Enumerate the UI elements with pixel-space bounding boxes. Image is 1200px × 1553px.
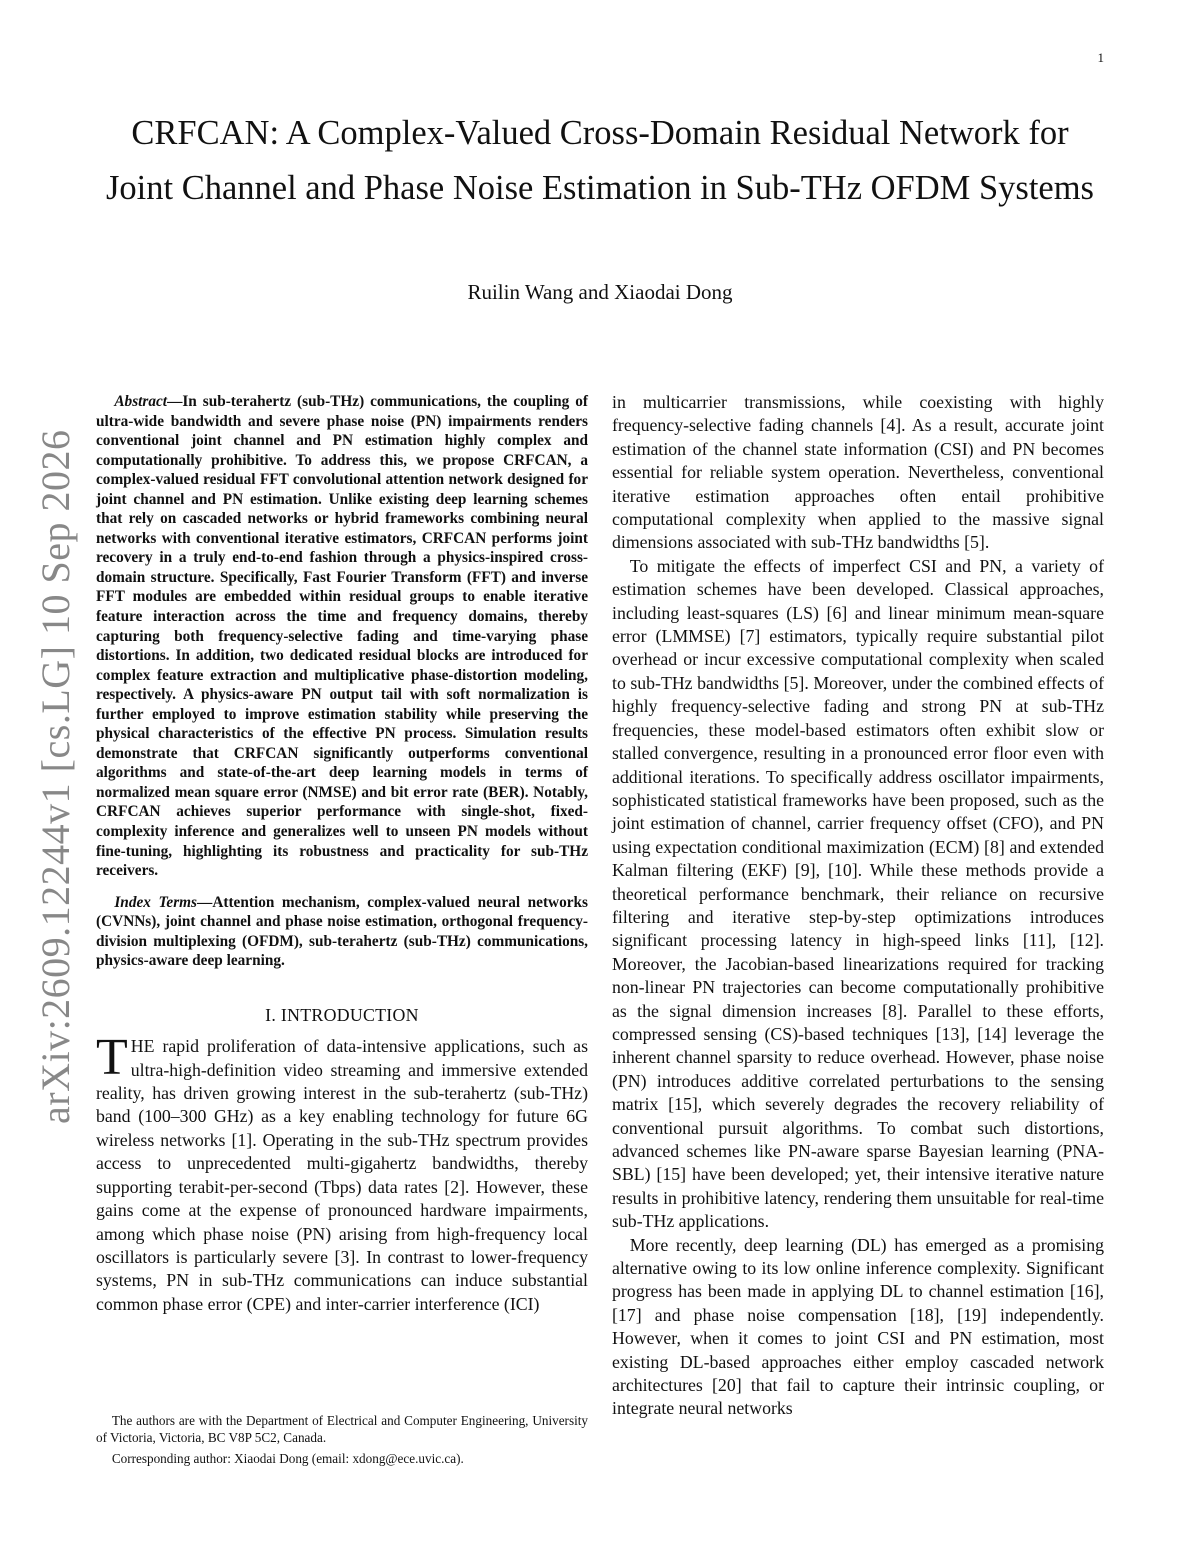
- drop-cap: T: [96, 1029, 128, 1087]
- section-heading-introduction: I. INTRODUCTION: [265, 1004, 419, 1025]
- right-column: [612, 391, 1104, 1421]
- right-paragraph-3: More recently, deep learning (DL) has emerged as a promising alternative owing to its low online inference complexity. Significant progress has been made in applying DL to channel estimation [16], [17] and phase noise compensation [18], [19] independently. However, when it comes to joint CSI and PN estimation, most existing DL-based approaches either employ cascaded network architectures [20] that fail to capture their intrinsic coupling, or integrate neural networks: [612, 1234, 1104, 1419]
- right-paragraph-1: in multicarrier transmissions, while coexisting with highly frequency-selective fading channels [4]. As a result, accurate joint estimation of the channel state information (CSI) and PN becomes essential for reliable system operation. Nevertheless, conventional iterative estimation approaches often entail prohibitive computational complexity when applied to the massive signal dimensions associated with sub-THz bandwidths [5].: [612, 392, 1104, 553]
- index-terms: [96, 893, 588, 971]
- footnotes: [96, 1412, 588, 1467]
- arxiv-stamp: arXiv:2609.12244v1 [cs.LG] 10 Sep 2026: [33, 429, 78, 1124]
- paper-title: CRFCAN: A Complex-Valued Cross-Domain Residual Network for Joint Channel and Phase Noise Estimation in Sub-THz OFDM Systems: [105, 114, 1094, 207]
- intro-text: HE rapid proliferation of data-intensive applications, such as ultra-high-definition video streaming and immersive extended reality, has driven growing interest in the sub-terahertz (sub-THz) band (100–300 GHz) as a key enabling technology for future 6G wireless networks [1]. Operating in the sub-THz spectrum provides access to unprecedented multi-gigahertz bandwidths, thereby supporting terabit-per-second (Tbps) data rates [2]. However, these gains come at the expense of pronounced hardware impairments, among which phase noise (PN) arising from high-frequency local oscillators is particularly severe [3]. In contrast to lower-frequency systems, PN in sub-THz communications can induce substantial common phase error (CPE) and inter-carrier interference (ICI): [96, 1036, 588, 1314]
- abstract-lead: Abstract: [114, 393, 168, 410]
- footnote-affiliation: The authors are with the Department of Electrical and Computer Engineering, University of Victoria, Victoria, BC V8P 5C2, Canada.: [96, 1413, 588, 1445]
- index-terms-body: —Attention mechanism, complex-valued neural networks (CVNNs), joint channel and phase noise estimation, orthogonal frequency-division multiplexing (OFDM), sub-terahertz (sub-THz) communications, physics-aware deep learning.: [96, 893, 589, 970]
- footnote-corresponding: Corresponding author: Xiaodai Dong (email: xdong@ece.uvic.ca).: [111, 1451, 464, 1466]
- right-paragraph-2: To mitigate the effects of imperfect CSI and PN, a variety of estimation schemes have been developed. Classical approaches, including least-squares (LS) [6] and linear minimum mean-square error (LMMSE) [7] estimators, typically require substantial pilot overhead or incur excessive computational complexity when scaled to sub-THz bandwidths [5]. Moreover, under the combined effects of highly frequency-selective fading and strong PN at sub-THz frequencies, these model-based estimators often exhibit slow or stalled convergence, resulting in a pronounced error floor even with additional iterations. To specifically address oscillator impairments, sophisticated statistical frameworks have been proposed, such as the joint estimation of channel, carrier frequency offset (CFO), and PN using expectation conditional maximization (ECM) [8] and extended Kalman filtering (EKF) [9], [10]. While these methods provide a theoretical performance benchmark, their reliance on recursive filtering and iterative step-by-step optimizations introduces significant processing latency in high-speed links [11], [12]. Moreover, the Jacobian-based linearizations required for tracking non-linear PN trajectories can become computationally prohibitive as the signal dimension increases [8]. Parallel to these efforts, compressed sensing (CS)-based techniques [13], [14] leverage the inherent channel sparsity to reduce overhead. However, phase noise (PN) introduces additive correlated perturbations to the sensing matrix [15], which severely degrades the recovery reliability of conventional pursuit algorithms. To combat such distortions, advanced schemes like PN-aware sparse Bayesian learning (PNA-SBL) [15] have been developed; yet, their intensive iterative nature results in prohibitive latency, rendering them unsuitable for real-time sub-THz applications.: [612, 555, 1104, 1232]
- abstract: [96, 392, 588, 881]
- intro-paragraph: [96, 1029, 588, 1316]
- left-column: [96, 392, 588, 1316]
- page-number: 1: [1097, 50, 1104, 65]
- abstract-body: —In sub-terahertz (sub-THz) communications, the coupling of ultra-wide bandwidth and severe phase noise (PN) impairments renders conventional joint channel and PN estimation highly complex and computationally prohibitive. To address this, we propose CRFCAN, a complex-valued residual FFT convolutional attention network designed for joint channel and PN estimation. Unlike existing deep learning schemes that rely on cascaded networks or hybrid frameworks combining neural networks with conventional iterative estimators, CRFCAN performs joint recovery in a truly end-to-end fashion through a physics-inspired cross-domain structure. Specifically, Fast Fourier Transform (FFT) and inverse FFT modules are embedded within residual groups to enable iterative feature interaction across the time and frequency domains, thereby capturing both frequency-selective fading and time-varying phase distortions. In addition, two dedicated residual blocks are introduced for complex feature extraction and multiplicative phase-distortion modeling, respectively. A physics-aware PN output tail with soft normalization is further employed to improve estimation stability while preserving the physical characteristics of the effective PN process. Simulation results demonstrate that CRFCAN significantly outperforms conventional algorithms and state-of-the-art deep learning models in terms of normalized mean square error (NMSE) and bit error rate (BER). Notably, CRFCAN achieves superior performance with single-shot, fixed-complexity inference and generalizes well to unseen PN models without fine-tuning, highlighting its robustness and practicality for sub-THz receivers.: [96, 393, 588, 880]
- index-terms-lead: Index Terms: [114, 893, 198, 911]
- authors: Ruilin Wang and Xiaodai Dong: [467, 280, 733, 304]
